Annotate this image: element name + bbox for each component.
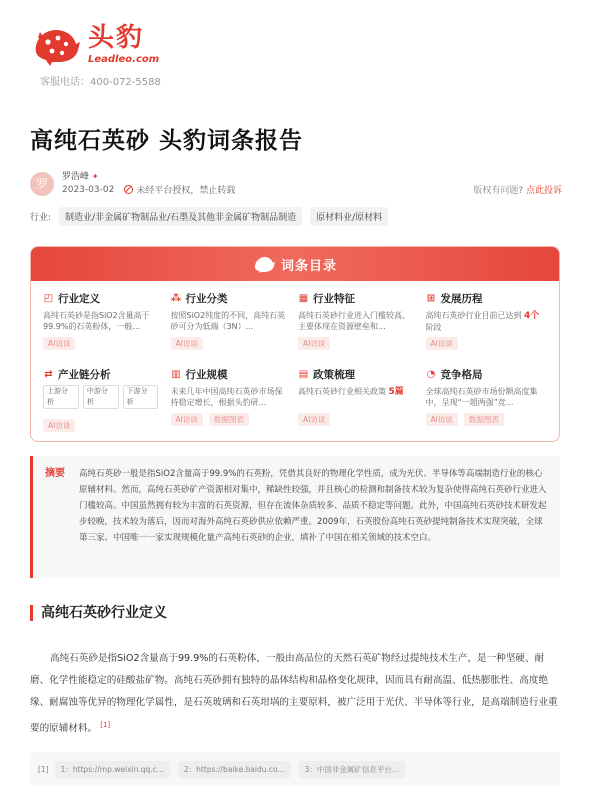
reference-link[interactable]: 2：https://baike.baidu.co...: [178, 761, 291, 778]
author-name[interactable]: [62, 169, 99, 182]
reference-link[interactable]: 1：https://mp.weixin.qq.c...: [55, 761, 170, 778]
leopard-logo-icon: [30, 22, 82, 66]
catalog-grid: [43, 291, 553, 429]
question-text: 版权有问题?: [473, 186, 524, 196]
catalog-item-definition[interactable]: [43, 291, 171, 353]
report-link[interactable]: 点此投诉: [525, 186, 562, 196]
catalog-item-desc: 未来几年中国高纯石英砂市场保持稳定增长，根据头豹研...: [170, 387, 283, 407]
catalog-item-title: 行业定义: [58, 293, 100, 305]
reference-marker[interactable]: [1]: [100, 721, 111, 729]
industry-row: [30, 207, 396, 226]
definition-icon: ◰: [43, 293, 54, 304]
catalog-item-title: 产业链分析: [58, 369, 111, 381]
author-badge-icon: ✦: [91, 172, 99, 181]
catalog-item-desc: [426, 310, 546, 332]
catalog-item-competition[interactable]: [426, 367, 554, 429]
desc-highlight: 4个: [524, 311, 540, 321]
catalog-item-title: 行业分类: [185, 293, 228, 305]
catalog-title: 词条目录: [280, 258, 337, 274]
meta-row: [62, 183, 235, 196]
features-icon: ▦: [298, 293, 309, 304]
avatar[interactable]: 罗: [30, 172, 54, 196]
scale-icon: ▥: [171, 369, 181, 380]
hotline: 客服电话：400-072-5588: [40, 77, 161, 88]
chip-upstream[interactable]: 上游分析: [43, 385, 79, 409]
history-icon: ⊞: [426, 293, 436, 304]
author-name-text: 罗浩峰: [62, 172, 90, 182]
catalog-item-desc: [298, 386, 418, 408]
ban-icon: [124, 185, 133, 194]
catalog-item-title: 发展历程: [440, 293, 483, 305]
catalog-header: [31, 247, 559, 281]
catalog-item-desc: 高纯石英砂行业进入门槛较高、主要体现在资源壁垒和...: [298, 311, 410, 331]
competition-icon: ◔: [426, 369, 436, 380]
ai-interview-pill[interactable]: AI访谈: [171, 413, 203, 426]
desc-text: 阶段: [425, 323, 442, 332]
ai-interview-pill[interactable]: AI访谈: [426, 413, 458, 426]
leopard-icon: [253, 255, 275, 273]
abstract-label: 摘要: [45, 468, 65, 479]
ai-interview-pill[interactable]: AI访谈: [43, 337, 75, 350]
data-chart-pill[interactable]: 数据图表: [464, 413, 504, 426]
classification-icon: ⁂: [170, 293, 182, 304]
desc-text: 高纯石英砂行业目前已达到: [425, 311, 525, 320]
catalog-item-chain[interactable]: [43, 367, 171, 429]
policy-icon: ▤: [298, 369, 309, 380]
catalog-item-policy[interactable]: [298, 367, 426, 429]
catalog-item-desc: 高纯石英砂是指SiO2含量高于99.9%的石英粉体，一般...: [43, 311, 150, 331]
logo-domain: Leadleo.com: [88, 53, 160, 65]
chip-downstream[interactable]: 下游分析: [123, 385, 159, 409]
catalog-item-desc: 按照SiO2纯度的不同，高纯石英砂可分为低端（3N）...: [170, 311, 286, 331]
logo-name: 头豹: [88, 22, 145, 53]
catalog-item-desc: 全球高纯石英砂市场份额高度集中，呈现“一超两强”竞...: [425, 387, 538, 407]
ai-interview-pill[interactable]: AI访谈: [298, 413, 330, 426]
desc-text: 高纯石英砂行业相关政策: [298, 387, 389, 396]
section-title: 高纯石英砂行业定义: [30, 605, 167, 621]
ai-interview-pill[interactable]: AI访谈: [171, 337, 203, 350]
catalog-item-title: 政策梳理: [313, 369, 355, 381]
catalog-item-classification[interactable]: [171, 291, 299, 353]
chain-icon: ⇄: [44, 369, 53, 380]
industry-label: 行业:: [30, 213, 52, 223]
industry-tag[interactable]: 原材料业/原材料: [310, 207, 388, 226]
catalog-item-title: 行业规模: [185, 369, 228, 381]
catalog-item-title: 行业特征: [313, 293, 355, 305]
catalog-item-scale[interactable]: [171, 367, 299, 429]
ai-interview-pill[interactable]: AI访谈: [298, 337, 330, 350]
references-bar: [30, 752, 560, 786]
industry-tag[interactable]: 制造业/非金属矿物制品业/石墨及其他非金属矿物制品制造: [59, 207, 302, 226]
ai-interview-pill[interactable]: AI访谈: [426, 337, 458, 350]
catalog-box: [30, 246, 560, 442]
data-chart-pill[interactable]: 数据图表: [209, 413, 249, 426]
catalog-item-history[interactable]: [426, 291, 554, 353]
catalog-item-features[interactable]: [298, 291, 426, 353]
reference-link[interactable]: 3：中国非金属矿信息平台...: [299, 761, 405, 778]
copyright-note: 未经平台授权，禁止转载: [136, 186, 236, 196]
copyright-question: [473, 183, 562, 196]
publish-date: 2023-03-02: [62, 184, 115, 195]
desc-highlight: 5篇: [388, 387, 404, 397]
page-title: 高纯石英砂 头豹词条报告: [30, 128, 304, 154]
chip-midstream[interactable]: 中游分析: [83, 385, 119, 409]
section-body-text: 高纯石英砂是指SiO2含量高于99.9%的石英粉体，一般由高品位的天然石英矿物经过提纯技术生产，是一种坚硬、耐磨、化学性能稳定的硅酸盐矿物。高纯石英砂拥有独特的晶体结构和晶格变化规律，因而具有耐高温、低热膨胀性、高度绝缘、耐腐蚀等优异的物理化学属性，是石英玻璃和石英坩埚的主要原料，被广泛用于光伏、半导体等行业，是高端制造行业重要的原辅材料。: [30, 653, 558, 735]
ai-interview-pill[interactable]: AI访谈: [43, 419, 75, 432]
references-label: [1]: [38, 764, 49, 774]
abstract-box: [30, 456, 560, 578]
abstract-text: 高纯石英砂一般是指SiO2含量高于99.9%的石英粉，凭借其良好的物理化学性质，成为光伏、半导体等高端制造行业的核心原辅材料。然而，高纯石英砂矿产资源相对集中，稀缺性较强，并且核心的检测和制备技术较为复杂使得高纯石英砂行业进入门槛较高。中国虽然拥有较为丰富的石英资源，但存在流体杂质较多、品质不稳定等问题。此外，中国高纯石英砂技术研发起步较晚，技术较为落后，因而对海外高纯石英砂供应依赖严重。2009年，石英股份高纯石英砂提纯制备技术实现突破，全球第三家、中国唯一一家实现规模化量产高纯石英砂的企业，填补了中国在相关领域的技术空白。: [79, 469, 547, 543]
logo[interactable]: [30, 22, 159, 66]
section-body: [30, 648, 562, 740]
catalog-item-title: 竞争格局: [440, 369, 483, 381]
